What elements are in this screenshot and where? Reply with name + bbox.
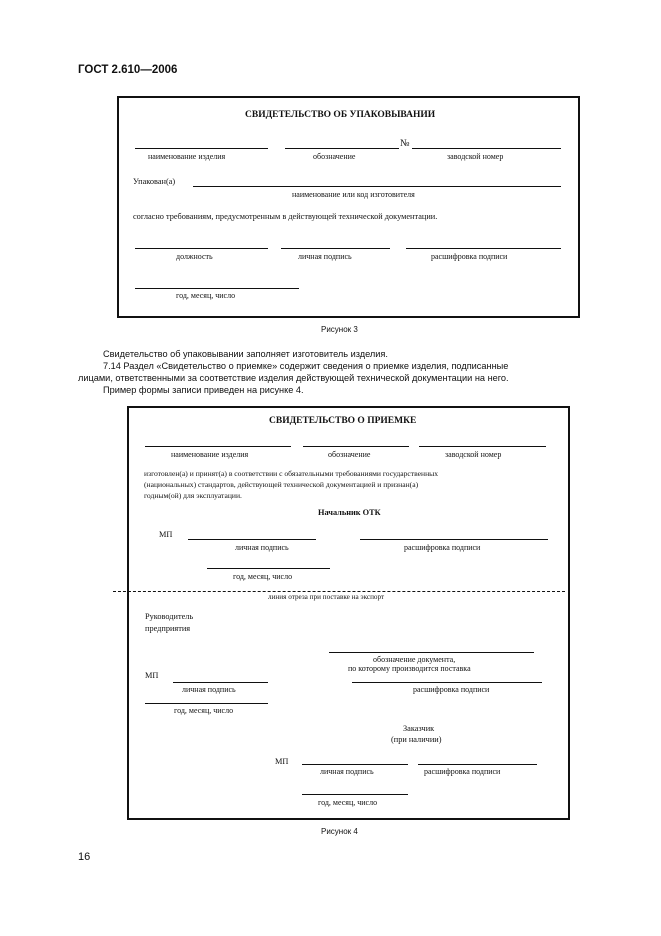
otk-signature-line [188,539,316,540]
label-serial-number: заводской номер [447,152,504,161]
head-signature-line [173,682,268,683]
designation-line [285,148,399,149]
cut-line-label: линия отреза при поставке на экспорт [268,593,385,601]
customer-label-1: Заказчик [403,724,435,733]
f4-serial-number-line [419,446,546,447]
packing-certificate-frame [117,96,580,318]
label-designation: обозначение [313,152,356,161]
label-document-1: обозначение документа, [373,655,456,664]
customer-label-2: (при наличии) [391,735,442,744]
head-label-decode: расшифровка подписи [413,685,490,694]
head-label-date: год, месяц, число [174,706,234,715]
label-product-name: наименование изделия [148,152,226,161]
figure-3-caption: Рисунок 3 [321,325,358,334]
figure-4-caption: Рисунок 4 [321,827,358,836]
otk-date-line [207,568,330,569]
otk-label-decode: расшифровка подписи [404,543,481,552]
otk-decode-line [360,539,548,540]
product-name-line [135,148,268,149]
otk-head-label: Начальник ОТК [318,508,381,517]
customer-date-line [302,794,408,795]
packing-certificate-title: СВИДЕТЕЛЬСТВО ОБ УПАКОВЫВАНИИ [245,110,436,120]
label-document-2: по которому производится поставка [348,664,471,673]
stamp-label-1: МП [159,530,173,539]
f4-designation-line [303,446,409,447]
acceptance-certificate-title: СВИДЕТЕЛЬСТВО О ПРИЕМКЕ [269,416,417,426]
head-date-line [145,703,268,704]
head-decode-line [352,682,542,683]
f4-label-product-name: наименование изделия [171,450,249,459]
acceptance-body-line-3: годным(ой) для эксплуатации. [144,491,242,500]
serial-number-line [412,148,561,149]
paragraph-2b: лицами, ответственными за соответствие изделия действующей технической документации на него. [78,373,509,383]
manufacturer-line [193,186,561,187]
stamp-label-2: МП [145,671,159,680]
document-designation-line [329,652,534,653]
customer-label-decode: расшифровка подписи [424,767,501,776]
paragraph-3: Пример формы записи приведен на рисунке 4. [103,385,304,395]
label-decode: расшифровка подписи [431,252,508,261]
head-label-1: Руководитель [145,612,194,621]
f4-label-designation: обозначение [328,450,371,459]
head-label-2: предприятия [145,624,191,633]
stamp-label-3: МП [275,757,289,766]
f4-label-serial-number: заводской номер [445,450,502,459]
label-position: должность [176,252,213,261]
otk-label-date: год, месяц, число [233,572,293,581]
decode-line [406,248,561,249]
f4-product-name-line [145,446,291,447]
position-line [135,248,268,249]
number-sign: № [400,138,410,149]
date-line [135,288,299,289]
head-label-signature: личная подпись [182,685,236,694]
customer-decode-line [418,764,537,765]
according-text: согласно требованиям, предусмотренным в действующей технической документации. [133,212,438,221]
acceptance-body-line-2: (национальных) стандартов, действующей технической документацией и признан(а) [144,480,419,489]
signature-line [281,248,390,249]
label-signature: личная подпись [298,252,352,261]
acceptance-body-line-1: изготовлен(а) и принят(а) в соответствии с обязательными требованиями государственных [144,469,439,478]
document-header: ГОСТ 2.610—2006 [78,64,178,76]
otk-label-signature: личная подпись [235,543,289,552]
customer-label-date: год, месяц, число [318,798,378,807]
label-manufacturer: наименование или код изготовителя [292,190,415,199]
label-date: год, месяц, число [176,291,236,300]
paragraph-2a: 7.14 Раздел «Свидетельство о приемке» содержит сведения о приемке изделия, подписанные [103,361,509,371]
customer-signature-line [302,764,408,765]
paragraph-1: Свидетельство об упаковывании заполняет изготовитель изделия. [103,349,388,359]
packed-label: Упакован(а) [133,177,176,186]
page-number: 16 [78,851,91,863]
cut-line [113,591,565,592]
customer-label-signature: личная подпись [320,767,374,776]
